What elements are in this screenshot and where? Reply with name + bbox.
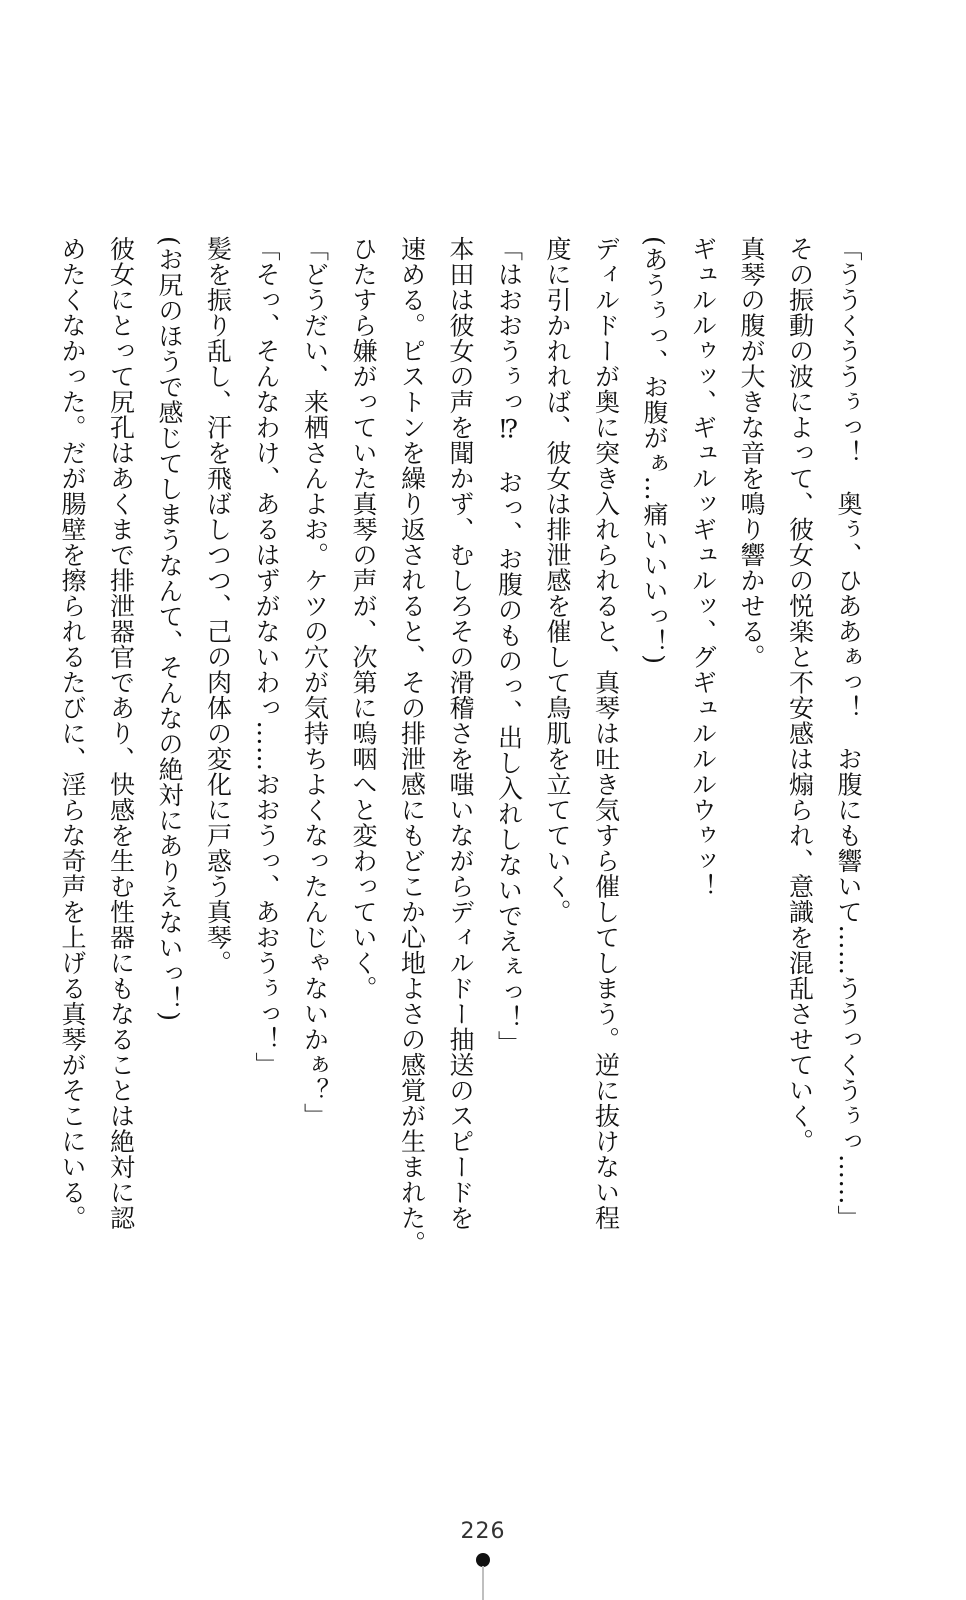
text-line: その振動の波によって、彼女の悦楽と不安感は煽られ、意識を混乱させていく。 [785, 236, 815, 1154]
text-line: 「ううくううぅっ！ 奥ぅ、ひああぁっ！ お腹にも響いて……ううっくうぅっ……」 [834, 236, 863, 1231]
text-line: 「どうだい、来栖さんよお。ケツの穴が気持ちよくなったんじゃないかぁ？」 [300, 236, 330, 1129]
text-line: 「そっ、そんなわけ、あるはずがないわっ……おおうっ、あおうぅっ！」 [252, 236, 281, 1078]
text-line: 度に引かれれば、彼女は排泄感を催して鳥肌を立てていく。 [543, 236, 572, 925]
bookmark-dot-icon [476, 1553, 490, 1567]
text-line: 彼女にとって尻孔はあくまで排泄器官であり、快感を生む性器にもなることは絶対に認 [106, 236, 136, 1231]
text-line: ディルドーが奥に突き入れられると、真琴は吐き気すら催してしまう。逆に抜けない程 [591, 236, 621, 1231]
page-number: 226 [460, 1519, 506, 1544]
text-line: めたくなかった。だが腸壁を擦られるたびに、淫らな奇声を上げる真琴がそこにいる。 [58, 236, 87, 1231]
text-line: 髪を振り乱し、汗を飛ばしつつ、己の肉体の変化に戸惑う真琴。 [203, 236, 233, 976]
bookmark-line [482, 1566, 484, 1600]
text-line: (あうぅっ、お腹がぁ…痛いいいっ！) [640, 236, 669, 665]
body-text [48, 236, 873, 1286]
text-line: ひたすら嫌がっていた真琴の声が、次第に嗚咽へと変わっていく。 [349, 236, 378, 1001]
text-line: (お尻のほうで感じてしまうなんて、そんなの絶対にありえないっ！) [155, 236, 184, 1022]
text-line: 本田は彼女の声を聞かず、むしろその滑稽さを嗤いながらディルドー抽送のスピードを [446, 236, 475, 1231]
text-line: 速める。ピストンを繰り返されると、その排泄感にもどこか心地よさの感覚が生まれた。 [397, 236, 427, 1256]
text-line: ギュルルゥッ、ギュルッギュルッ、グギュルルルウゥッ！ [688, 236, 718, 899]
text-line: 「はおおうぅっ⁉ おっ、お腹のものっ、出し入れしないでえぇっ！」 [494, 236, 524, 1056]
text-line: 真琴の腹が大きな音を鳴り響かせる。 [737, 236, 766, 670]
